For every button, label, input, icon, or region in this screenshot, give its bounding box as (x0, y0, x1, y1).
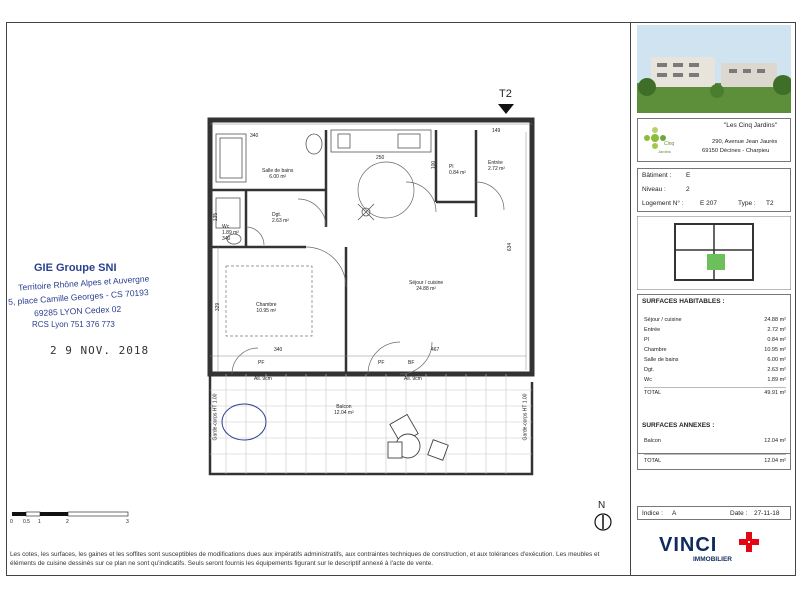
brand-cross-icon (739, 532, 759, 552)
stamp-line: 69285 LYON Cedex 02 (33, 303, 122, 319)
room-label-entree (488, 160, 505, 172)
room-label-chambre (256, 302, 277, 314)
room-name: Wc (222, 224, 230, 230)
stamp-title: GIE Groupe SNI (34, 262, 117, 274)
project-name: "Les Cinq Jardins" (724, 122, 778, 129)
surface-row (644, 327, 786, 333)
surface-value: 0.84 m² (767, 337, 786, 343)
indice-value: A (672, 510, 677, 517)
unit-marker-label: T2 (499, 88, 512, 100)
surface-row (644, 357, 786, 363)
tag-alu: All. 9cm (404, 376, 422, 382)
room-label-dgt (272, 212, 289, 224)
balcony-tiles (210, 374, 532, 474)
title-block (630, 22, 796, 576)
scale-tick: 1 (38, 519, 41, 525)
room-name: Séjour / cuisine (409, 280, 444, 286)
room-area: 6.00 m² (269, 174, 287, 180)
door-swings (232, 162, 504, 374)
surface-row (644, 367, 786, 373)
floor-plan-panel (6, 22, 630, 576)
surface-total-row (644, 458, 786, 464)
surface-value: 24.88 m² (764, 317, 786, 323)
tag-pf: PF (378, 360, 385, 366)
tag-alu: All. 9cm (254, 376, 272, 382)
date-stamp: 2 9 NOV. 2018 (50, 344, 150, 357)
surface-label: Entrée (644, 327, 661, 333)
brand-name: VINCI (659, 534, 718, 556)
unit-info-box (637, 168, 791, 212)
surface-label: Dgt. (644, 367, 655, 373)
room-dim: 340 (222, 236, 231, 242)
surface-label: Chambre (644, 347, 667, 353)
brand-sub: IMMOBILIER (693, 556, 732, 563)
surface-total-label: TOTAL (644, 390, 662, 396)
room-label-wc (222, 224, 239, 242)
balcony-outline (210, 374, 532, 474)
surface-label: Pl (644, 337, 649, 343)
disclaimer-text: Les cotes, les surfaces, les gaines et les soffites sont susceptibles de modifications dues aux impératifs administratifs, aux contraintes techniques de construction, et aux tolérances d'exécution. Les meubles et éléments de cuisine dessinés sur ce plan ne sont qu'indicatifs. Seuls seront fournis les équipements figurant sur le descriptif annexé à l'acte de vente. (10, 551, 600, 567)
bed-outline (226, 266, 312, 336)
date-value: 27-11-18 (754, 510, 780, 517)
dim-label: 634 (507, 242, 514, 252)
stamp-line: 5, place Camille Georges - CS 70193 (7, 287, 149, 307)
room-area: 1.89 m² (222, 230, 239, 236)
brand-logo (637, 526, 791, 570)
tag-garde-corps: Garde-corps HT 1.00 (212, 393, 219, 441)
room-label-salle-de-bains (262, 168, 293, 180)
surface-row (644, 438, 786, 444)
dim-label: 467 (431, 347, 440, 353)
stamp-line: Territoire Rhône Alpes et Auvergne (17, 273, 150, 293)
surface-row (644, 347, 786, 353)
surface-value: 12.04 m² (764, 438, 786, 444)
room-name: Chambre (256, 302, 277, 308)
logement-value: E 207 (700, 200, 717, 207)
surface-row (644, 377, 786, 383)
project-address-line: 290, Avenue Jean Jaurès (712, 139, 778, 145)
surface-label: Balcon (644, 438, 661, 444)
compass-icon (595, 514, 611, 530)
tag-pf: PF (258, 360, 265, 366)
surface-total-label: TOTAL (644, 458, 662, 464)
surface-total-value: 49.91 m² (764, 390, 786, 396)
surface-total-row (644, 390, 786, 396)
room-area: 2.63 m² (272, 218, 289, 224)
scale-tick: 0.5 (23, 519, 30, 525)
kitchen-fixtures (331, 130, 431, 220)
dim-label: 340 (250, 133, 259, 139)
project-logo-sub: Jardins (658, 149, 671, 154)
surface-value: 2.63 m² (767, 367, 786, 373)
unit-marker-arrow (498, 104, 514, 114)
batiment-label: Bâtiment : (642, 172, 672, 179)
room-area: 12.04 m² (334, 410, 354, 416)
room-area: 10.95 m² (256, 308, 277, 314)
logement-label: Logement N° : (642, 200, 684, 207)
divider (644, 387, 786, 388)
project-logo-icon (642, 125, 668, 151)
scale-tick: 3 (126, 519, 129, 525)
date-label: Date : (730, 510, 748, 517)
tag-bf: BF (408, 360, 415, 366)
project-logo-text: Cinq (664, 141, 675, 147)
revision-box (637, 506, 791, 520)
project-address-line: 69150 Décines - Charpieu (702, 148, 770, 154)
room-area: 0.84 m² (449, 170, 466, 176)
room-label-pl (449, 164, 466, 176)
room-name: Balcon (336, 404, 352, 410)
surfaces-annexes-total-box (637, 454, 791, 470)
type-value: T2 (766, 200, 774, 207)
room-label-sejour (409, 280, 443, 292)
room-name: Salle de bains (262, 168, 294, 174)
surface-total-value: 12.04 m² (764, 458, 786, 464)
room-label-balcon (334, 404, 354, 416)
batiment-value: E (686, 172, 691, 179)
surface-value: 10.95 m² (764, 347, 786, 353)
building-rendering (637, 25, 791, 113)
scale-bar (12, 512, 128, 516)
balcony-furniture (388, 414, 448, 460)
indice-label: Indice : (642, 510, 663, 517)
key-plan (637, 216, 791, 290)
stamp-line: RCS Lyon 751 376 773 (32, 320, 115, 329)
room-area: 2.72 m² (488, 166, 505, 172)
compass-label: N (598, 500, 606, 511)
surface-label: Salle de bains (644, 357, 679, 363)
surfaces-habitables-title: SURFACES HABITABLES : (642, 298, 725, 305)
scale-tick: 0 (10, 519, 13, 525)
surface-label: Séjour / cuisine (644, 317, 682, 323)
dim-label: 329 (215, 302, 222, 312)
surface-value: 6.00 m² (767, 357, 786, 363)
room-name: Dgt. (272, 212, 282, 218)
surface-value: 2.72 m² (767, 327, 786, 333)
surface-row (644, 317, 786, 323)
surface-value: 1.89 m² (767, 377, 786, 383)
tag-garde-corps: Garde-corps HT 1.00 (522, 393, 529, 441)
surface-row (644, 337, 786, 343)
project-box (637, 118, 791, 162)
surfaces-annexes-title: SURFACES ANNEXES : (642, 422, 715, 429)
dim-label: 135 (213, 212, 220, 222)
surface-label: Wc (644, 377, 652, 383)
divider (644, 454, 786, 455)
room-name: Pl (449, 164, 454, 170)
room-name: Entrée (488, 160, 503, 166)
niveau-label: Niveau : (642, 186, 666, 193)
niveau-value: 2 (686, 186, 690, 193)
dim-label: 100 (431, 160, 438, 170)
scale-tick: 2 (66, 519, 69, 525)
room-area: 24.88 m² (416, 286, 436, 292)
dim-label: 149 (492, 128, 501, 134)
type-label: Type : (738, 200, 756, 207)
dim-label: 340 (274, 347, 283, 353)
dim-label: 250 (376, 155, 385, 161)
surfaces-habitables-box (637, 294, 791, 454)
